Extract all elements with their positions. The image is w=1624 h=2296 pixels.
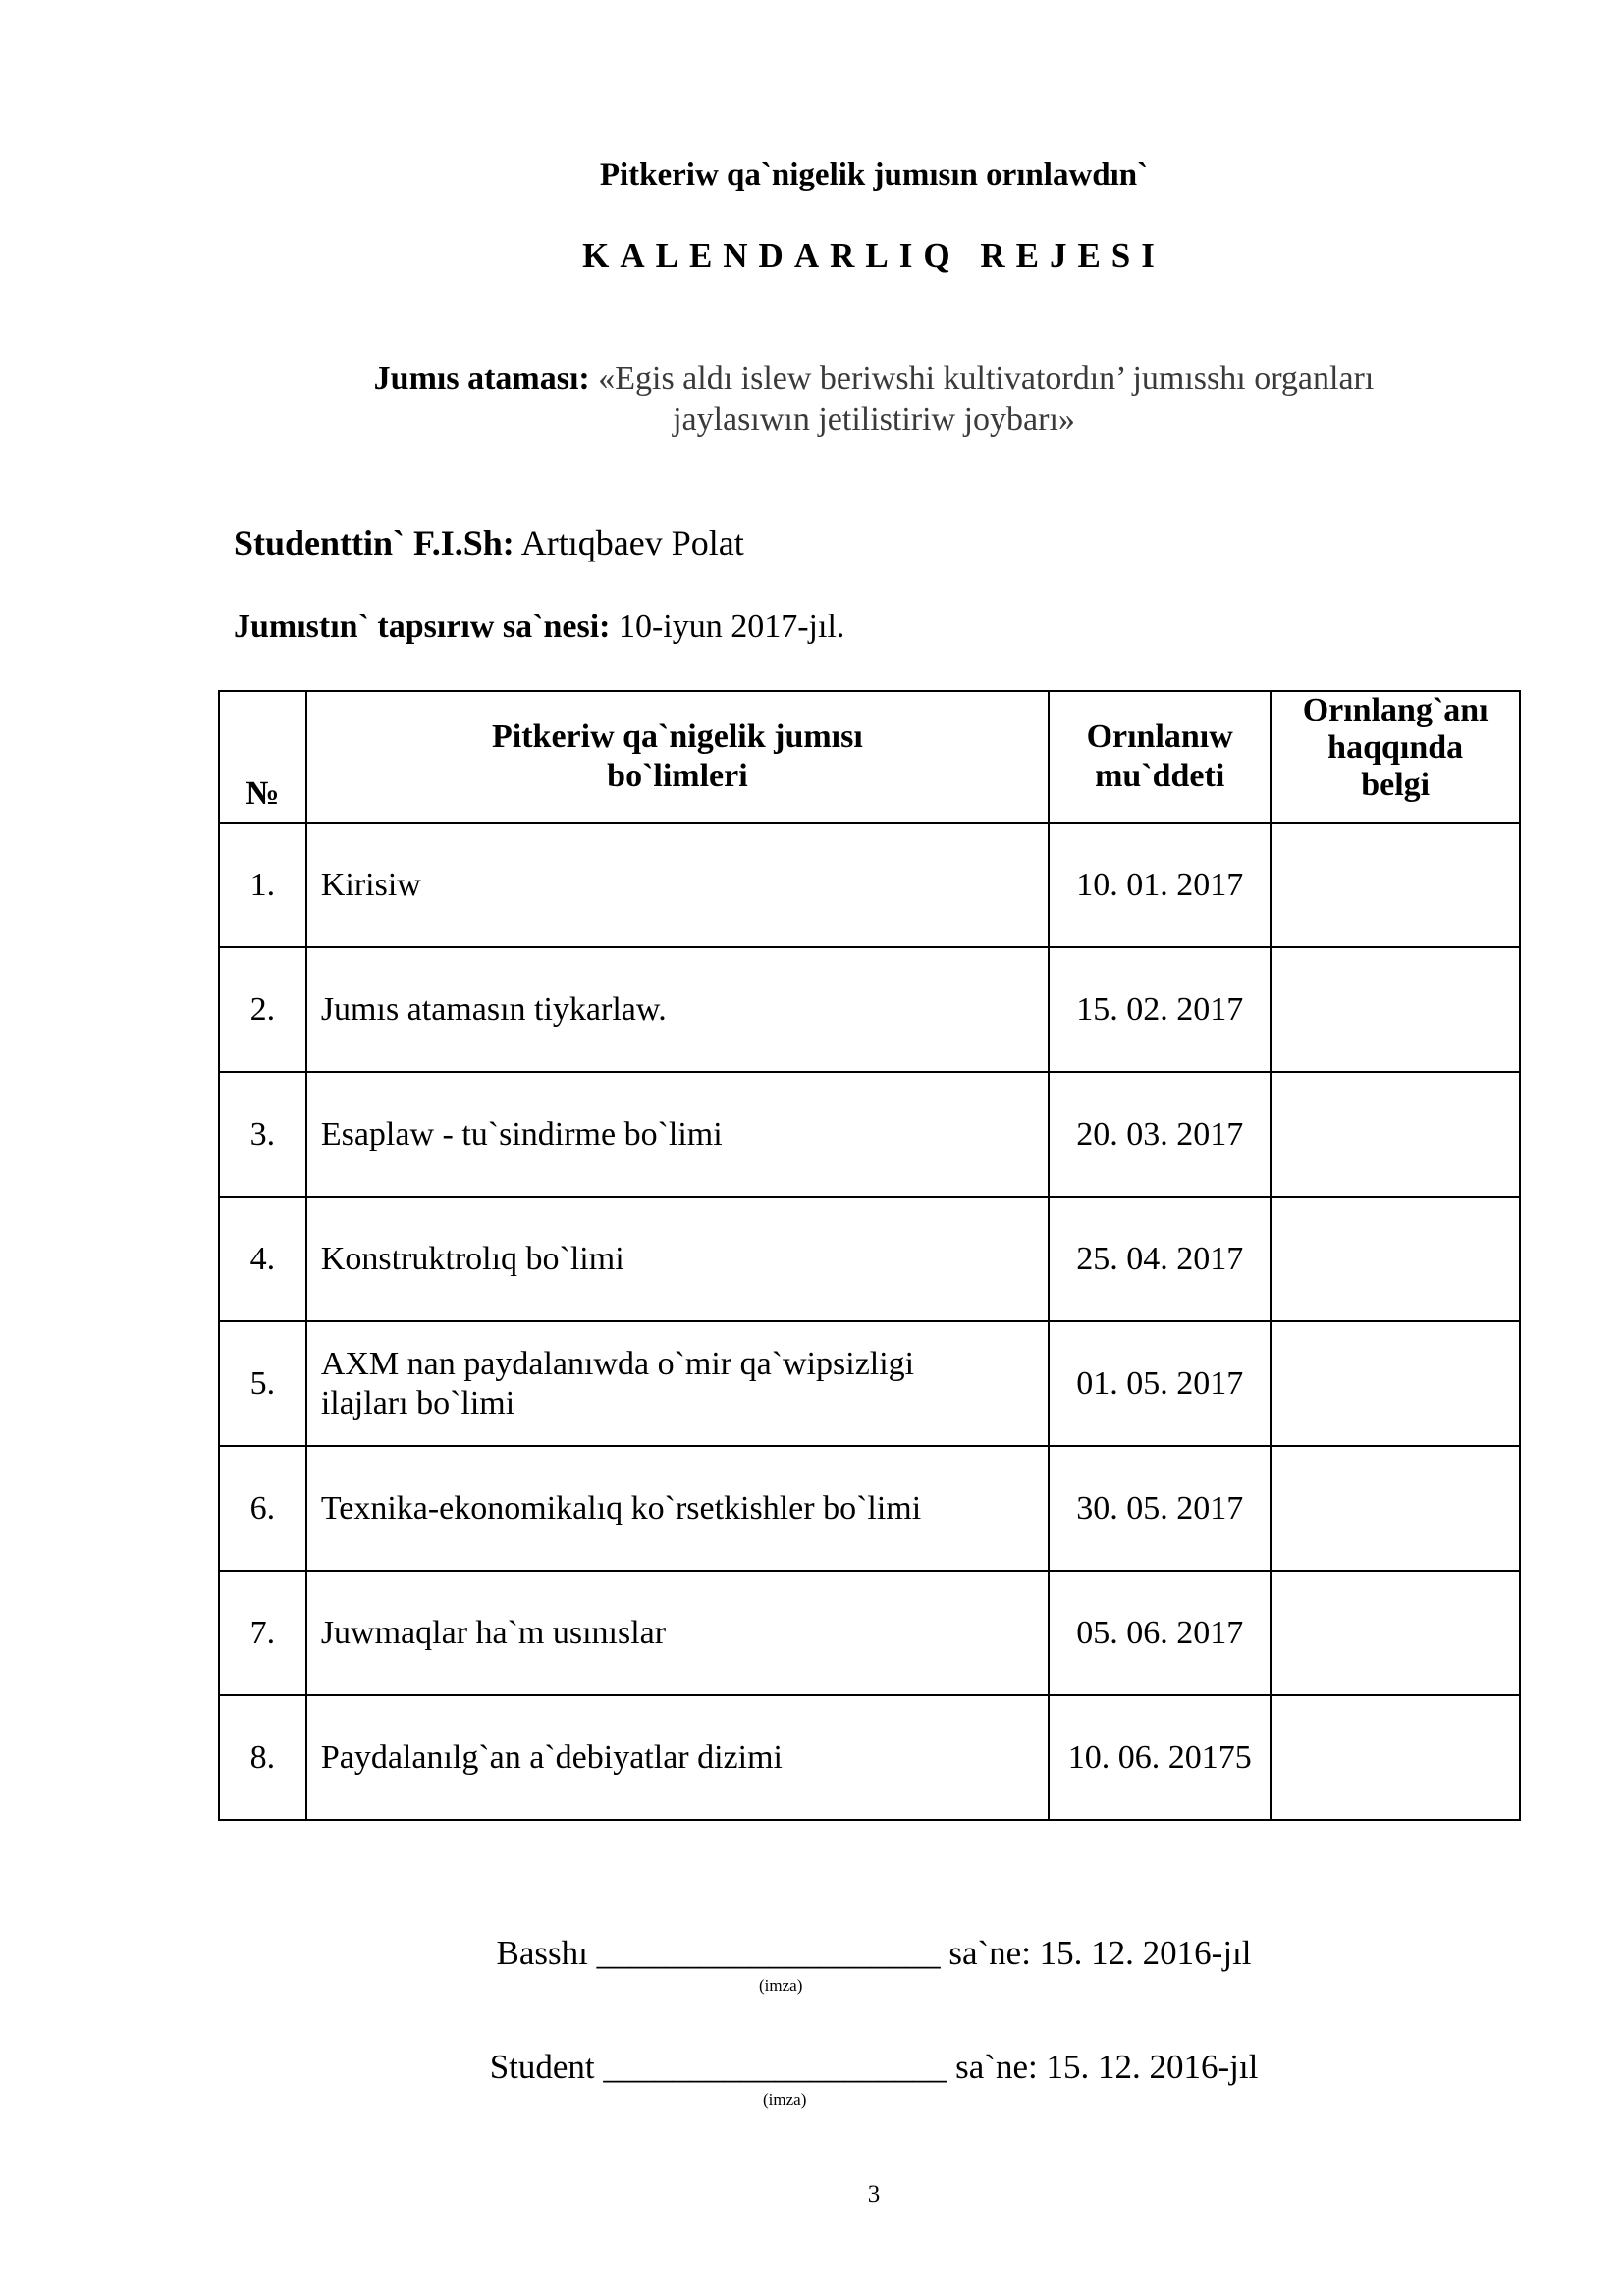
work-topic xyxy=(265,358,1483,441)
row-mark xyxy=(1271,947,1520,1072)
table-row xyxy=(219,1197,1520,1321)
row-mark xyxy=(1271,1446,1520,1571)
header-sections xyxy=(306,691,1049,823)
header-deadline xyxy=(1049,691,1271,823)
row-deadline: 10. 01. 2017 xyxy=(1049,823,1271,947)
row-section-line1: AXM nan paydalanıwda o`mir qa`wipsizligi xyxy=(320,1345,915,1382)
row-no: 4. xyxy=(219,1197,306,1321)
row-no: 2. xyxy=(219,947,306,1072)
row-section: Konstruktrolıq bo`limi xyxy=(306,1197,1049,1321)
student-signature-line: ____________________ xyxy=(603,2048,947,2086)
row-deadline: 30. 05. 2017 xyxy=(1049,1446,1271,1571)
page-number: 3 xyxy=(867,2181,881,2208)
row-mark xyxy=(1271,1321,1520,1446)
student-label: Student xyxy=(489,2048,595,2086)
row-section: Kirisiw xyxy=(306,823,1049,947)
supervisor-date: 15. 12. 2016-jıl xyxy=(1039,1934,1252,1972)
student-name xyxy=(234,522,744,563)
table-row xyxy=(219,947,1520,1072)
assign-date-value: 10-iyun 2017-jıl. xyxy=(618,609,845,645)
student-imza-caption: (imza) xyxy=(763,2090,807,2109)
row-deadline: 15. 02. 2017 xyxy=(1049,947,1271,1072)
header-sections-line2: bo`limleri xyxy=(607,758,748,794)
row-section: Juwmaqlar ha`m usınıslar xyxy=(306,1571,1049,1695)
row-deadline: 10. 06. 20175 xyxy=(1049,1695,1271,1820)
row-section-line2: ilajları bo`limi xyxy=(320,1384,515,1421)
table-row xyxy=(219,1321,1520,1446)
row-mark xyxy=(1271,823,1520,947)
table-row xyxy=(219,1695,1520,1820)
row-section xyxy=(306,1321,1049,1446)
work-topic-value-line1: «Egis aldı islew beriwshi kultivatordın’ jumısshı organları xyxy=(598,360,1375,397)
row-no: 1. xyxy=(219,823,306,947)
row-no: 6. xyxy=(219,1446,306,1571)
row-no: 8. xyxy=(219,1695,306,1820)
row-no: 3. xyxy=(219,1072,306,1197)
row-mark xyxy=(1271,1571,1520,1695)
row-deadline: 05. 06. 2017 xyxy=(1049,1571,1271,1695)
header-mark-line1: Orınlang`anı xyxy=(1302,692,1489,728)
row-section: Esaplaw - tu`sindirme bo`limi xyxy=(306,1072,1049,1197)
row-no: 5. xyxy=(219,1321,306,1446)
row-deadline: 01. 05. 2017 xyxy=(1049,1321,1271,1446)
row-mark xyxy=(1271,1072,1520,1197)
row-section: Paydalanılg`an a`debiyatlar dizimi xyxy=(306,1695,1049,1820)
table-header-row xyxy=(219,691,1520,823)
student-date: 15. 12. 2016-jıl xyxy=(1046,2048,1259,2086)
supervisor-signature xyxy=(0,1934,1624,1973)
table-row xyxy=(219,1446,1520,1571)
row-deadline: 25. 04. 2017 xyxy=(1049,1197,1271,1321)
row-mark xyxy=(1271,1197,1520,1321)
assign-date xyxy=(234,609,844,646)
work-topic-label: Jumıs ataması: xyxy=(373,360,590,397)
student-date-label: sa`ne: xyxy=(955,2048,1038,2086)
student-signature xyxy=(0,2048,1624,2087)
student-name-label: Studenttin` F.I.Sh: xyxy=(234,523,514,562)
supervisor-date-label: sa`ne: xyxy=(948,1934,1031,1972)
supervisor-imza-caption: (imza) xyxy=(759,1976,803,1995)
row-section: Texnika-ekonomikalıq ko`rsetkishler bo`limi xyxy=(306,1446,1049,1571)
header-no: № xyxy=(219,691,306,823)
header-mark xyxy=(1271,691,1520,823)
header-deadline-line2: mu`ddeti xyxy=(1095,758,1225,794)
supervisor-label: Basshı xyxy=(496,1934,588,1972)
header-sections-line1: Pitkeriw qa`nigelik jumısı xyxy=(492,719,863,755)
header-mark-line3: belgi xyxy=(1361,767,1431,803)
work-topic-value-line2: jaylasıwın jetilistiriw joybarı» xyxy=(673,401,1075,438)
header-mark-line2: haqqında xyxy=(1327,729,1464,766)
row-no: 7. xyxy=(219,1571,306,1695)
table-row xyxy=(219,823,1520,947)
table-row xyxy=(219,1072,1520,1197)
row-deadline: 20. 03. 2017 xyxy=(1049,1072,1271,1197)
table-row xyxy=(219,1571,1520,1695)
document-title: Pitkeriw qa`nigelik jumısın orınlawdın` xyxy=(599,157,1149,192)
document-subtitle: KALENDARLIQ REJESI xyxy=(582,237,1165,275)
row-mark xyxy=(1271,1695,1520,1820)
calendar-plan-table xyxy=(218,690,1521,1821)
assign-date-label: Jumıstın` tapsırıw sa`nesi: xyxy=(234,609,611,645)
header-deadline-line1: Orınlanıw xyxy=(1086,719,1233,755)
supervisor-signature-line: ____________________ xyxy=(596,1934,941,1972)
student-name-value: Artıqbaev Polat xyxy=(520,523,744,562)
row-section: Jumıs atamasın tiykarlaw. xyxy=(306,947,1049,1072)
